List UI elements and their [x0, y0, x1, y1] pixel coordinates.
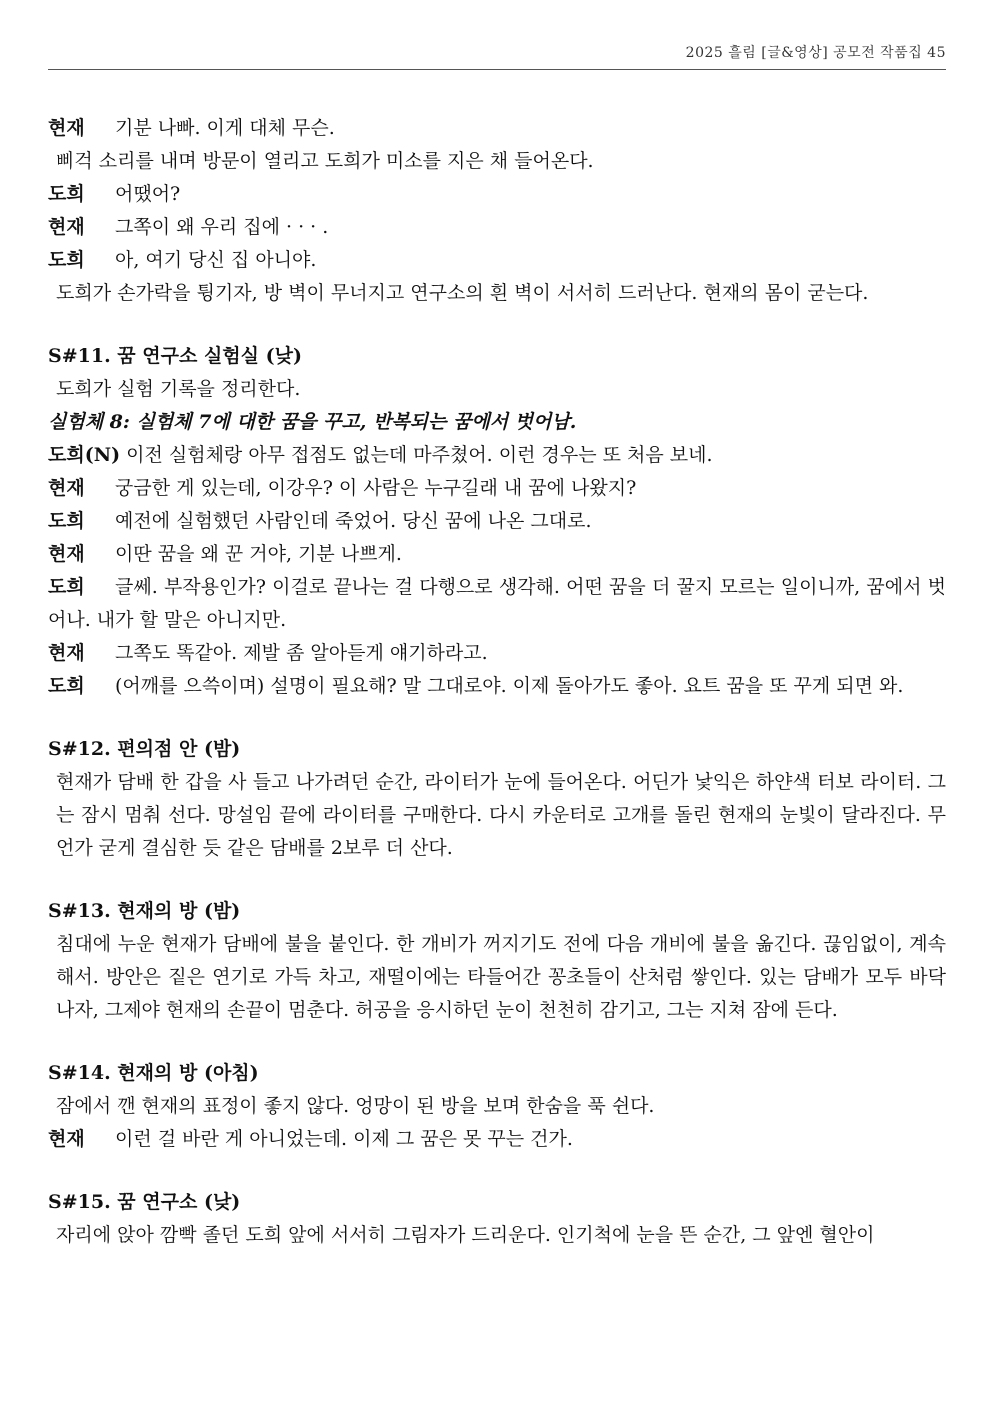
speaker-name: 현재: [48, 642, 85, 664]
dialogue-text: 이전 실험체랑 아무 접점도 없는데 마주쳤어. 이런 경우는 또 처음 보네.: [126, 444, 713, 466]
dialogue-text: 그쪽이 왜 우리 집에 · · · .: [115, 216, 329, 238]
speaker-name: 도희(N): [48, 444, 121, 466]
speaker-name: 현재: [48, 1128, 85, 1150]
scene-heading: S#12. 편의점 안 (밤): [48, 738, 241, 760]
dialogue-text: 이런 걸 바란 게 아니었는데. 이제 그 꿈은 못 꾸는 건가.: [115, 1128, 573, 1150]
scene-heading: S#13. 현재의 방 (밤): [48, 900, 241, 922]
page-header: 2025 흘림 [글&영상] 공모전 작품집 45: [48, 42, 946, 70]
speaker-name: 도희: [48, 675, 85, 697]
speaker-name: 현재: [48, 477, 85, 499]
dialogue-line: [48, 439, 946, 472]
speaker-name: 도희: [48, 576, 85, 598]
speaker-name: 도희: [48, 183, 85, 205]
dialogue-text: (어깨를 으쓱이며) 설명이 필요해? 말 그대로야. 이제 돌아가도 좋아. 요트 꿈을 또 꾸게 되면 와.: [115, 675, 904, 697]
dialogue-line: [48, 538, 946, 571]
dialogue-line: [48, 472, 946, 505]
dialogue-line: [48, 670, 946, 703]
dialogue-text: 그쪽도 똑같아. 제발 좀 알아듣게 얘기하라고.: [115, 642, 488, 664]
action-line: 도희가 실험 기록을 정리한다.: [56, 378, 301, 400]
dialogue-line: [48, 637, 946, 670]
dialogue-line: [48, 244, 946, 277]
speaker-name: 현재: [48, 216, 85, 238]
dialogue-line: [48, 505, 946, 538]
dialogue-line: [48, 178, 946, 211]
speaker-name: 현재: [48, 543, 85, 565]
dialogue-text: 기분 나빠. 이게 대체 무슨.: [115, 117, 335, 139]
action-line: 삐걱 소리를 내며 방문이 열리고 도희가 미소를 지은 채 들어온다.: [56, 150, 594, 172]
dialogue-text: 궁금한 게 있는데, 이강우? 이 사람은 누구길래 내 꿈에 나왔지?: [115, 477, 637, 499]
scene-heading: S#15. 꿈 연구소 (낮): [48, 1191, 241, 1213]
dialogue-text: 이딴 꿈을 왜 꾼 거야, 기분 나쁘게.: [115, 543, 402, 565]
dialogue-text: 글쎄. 부작용인가? 이걸로 끝나는 걸 다행으로 생각해. 어떤 꿈을 더 꿀지 모르는 일이니까, 꿈에서 벗어나. 내가 할 말은 아니지만.: [48, 576, 946, 631]
action-paragraph: 침대에 누운 현재가 담배에 불을 붙인다. 한 개비가 꺼지기도 전에 다음 개비에 불을 옮긴다. 끊임없이, 계속해서. 방안은 짙은 연기로 가득 차고, 재떨이에는 타들어간 꽁초들이 산처럼 쌓인다. 있는 담배가 모두 바닥나자, 그제야 현재의 손끝이 멈춘다. 허공을 응시하던 눈이 천천히 감기고, 그는 지쳐 잠에 든다.: [56, 933, 946, 1021]
action-line: 자리에 앉아 깜빡 졸던 도희 앞에 서서히 그림자가 드리운다. 인기척에 눈을 뜬 순간, 그 앞엔 혈안이: [56, 1224, 875, 1246]
script-body: [48, 112, 946, 1252]
dialogue-text: 예전에 실험했던 사람인데 죽었어. 당신 꿈에 나온 그대로.: [115, 510, 592, 532]
speaker-name: 도희: [48, 249, 85, 271]
dialogue-line: [48, 1123, 946, 1156]
dialogue-line: [48, 571, 946, 637]
scene-heading: S#14. 현재의 방 (아침): [48, 1062, 259, 1084]
scene-heading: S#11. 꿈 연구소 실험실 (낮): [48, 345, 302, 367]
speaker-name: 현재: [48, 117, 85, 139]
speaker-name: 도희: [48, 510, 85, 532]
experiment-note: 실험체 8: 실험체 7에 대한 꿈을 꾸고, 반복되는 꿈에서 벗어남.: [48, 411, 577, 433]
action-line: 도희가 손가락을 튕기자, 방 벽이 무너지고 연구소의 흰 벽이 서서히 드러난다. 현재의 몸이 굳는다.: [56, 282, 869, 304]
action-paragraph: 현재가 담배 한 갑을 사 들고 나가려던 순간, 라이터가 눈에 들어온다. 어딘가 낯익은 하얀색 터보 라이터. 그는 잠시 멈춰 선다. 망설임 끝에 라이터를 구매한다. 다시 카운터로 고개를 돌린 현재의 눈빛이 달라진다. 무언가 굳게 결심한 듯 같은 담배를 2보루 더 산다.: [56, 771, 946, 859]
dialogue-line: [48, 112, 946, 145]
dialogue-text: 아, 여기 당신 집 아니야.: [115, 249, 317, 271]
dialogue-text: 어땠어?: [115, 183, 181, 205]
dialogue-line: [48, 211, 946, 244]
action-line: 잠에서 깬 현재의 표정이 좋지 않다. 엉망이 된 방을 보며 한숨을 푹 쉰다.: [56, 1095, 655, 1117]
